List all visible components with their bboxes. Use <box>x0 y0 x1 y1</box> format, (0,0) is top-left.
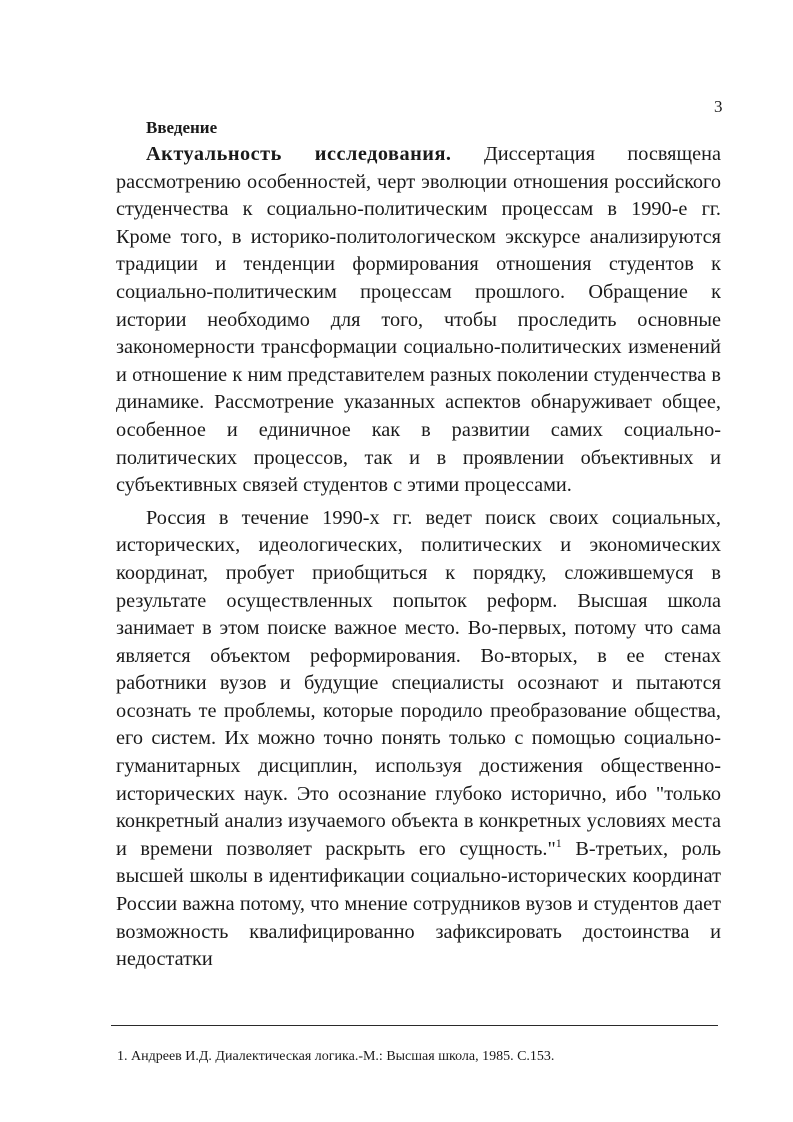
paragraph-relevance <box>116 141 721 500</box>
paragraph-russia <box>116 505 721 974</box>
paragraph-lead: Актуальность исследования. <box>146 143 452 165</box>
paragraph-text-before-ref: Россия в течение 1990-х гг. ведет поиск своих социальных, исторических, идеологических, политических и экономических координат, пробует приобщиться к порядку, сложившемуся в результате осуществленных попыток реформ. Высшая школа занимает в этом поиске важное место. Во-первых, потому что сама является объектом реформирования. Во-вторых, в ее стенах работники вузов и будущие специалисты осознают и пытаются осознать те проблемы, которые породило преобразование общества, его систем. Их можно точно понять только с помощью социально-гуманитарных дисциплин, используя достижения общественно-исторических наук. Это осознание глубоко исторично, ибо "только конкретный анализ изучаемого объекта в конкретных условиях места и времени позволяет раскрыть его сущность." <box>116 506 721 860</box>
footnote-reference[interactable]: 1 <box>555 836 562 851</box>
page-number: 3 <box>714 97 723 116</box>
footnote-divider <box>111 1025 718 1026</box>
footnote: 1. Андреев И.Д. Диалектическая логика.-М.: Высшая школа, 1985. С.153. <box>117 1049 555 1064</box>
body-text <box>116 117 721 979</box>
paragraph-text-after-ref: В-третьих, роль высшей школы в идентификации социально-исторических координат России важна потому, что мнение сотрудников вузов и студентов дает возможность квалифицированно зафиксировать достоинства и недостатки <box>116 837 721 971</box>
section-heading: Введение <box>146 118 218 137</box>
paragraph-text: Диссертация посвящена рассмотрению особенностей, черт эволюции отношения российского студенчества к социально-политическим процессам в 1990-е гг. Кроме того, в историко-политологическом экскурсе анализируются традиции и тенденции формирования отношения студентов к социально-политическим процессам прошлого. Обращение к истории необходимо для того, чтобы проследить основные закономерности трансформации социально-политических изменений и отношение к ним представителем разных поколении студенчества в динамике. Рассмотрение указанных аспектов обнаруживает общее, особенное и единичное как в развитии самих социально-политических процессов, так и в проявлении объективных и субъективных связей студентов с этими процессами. <box>116 143 721 497</box>
